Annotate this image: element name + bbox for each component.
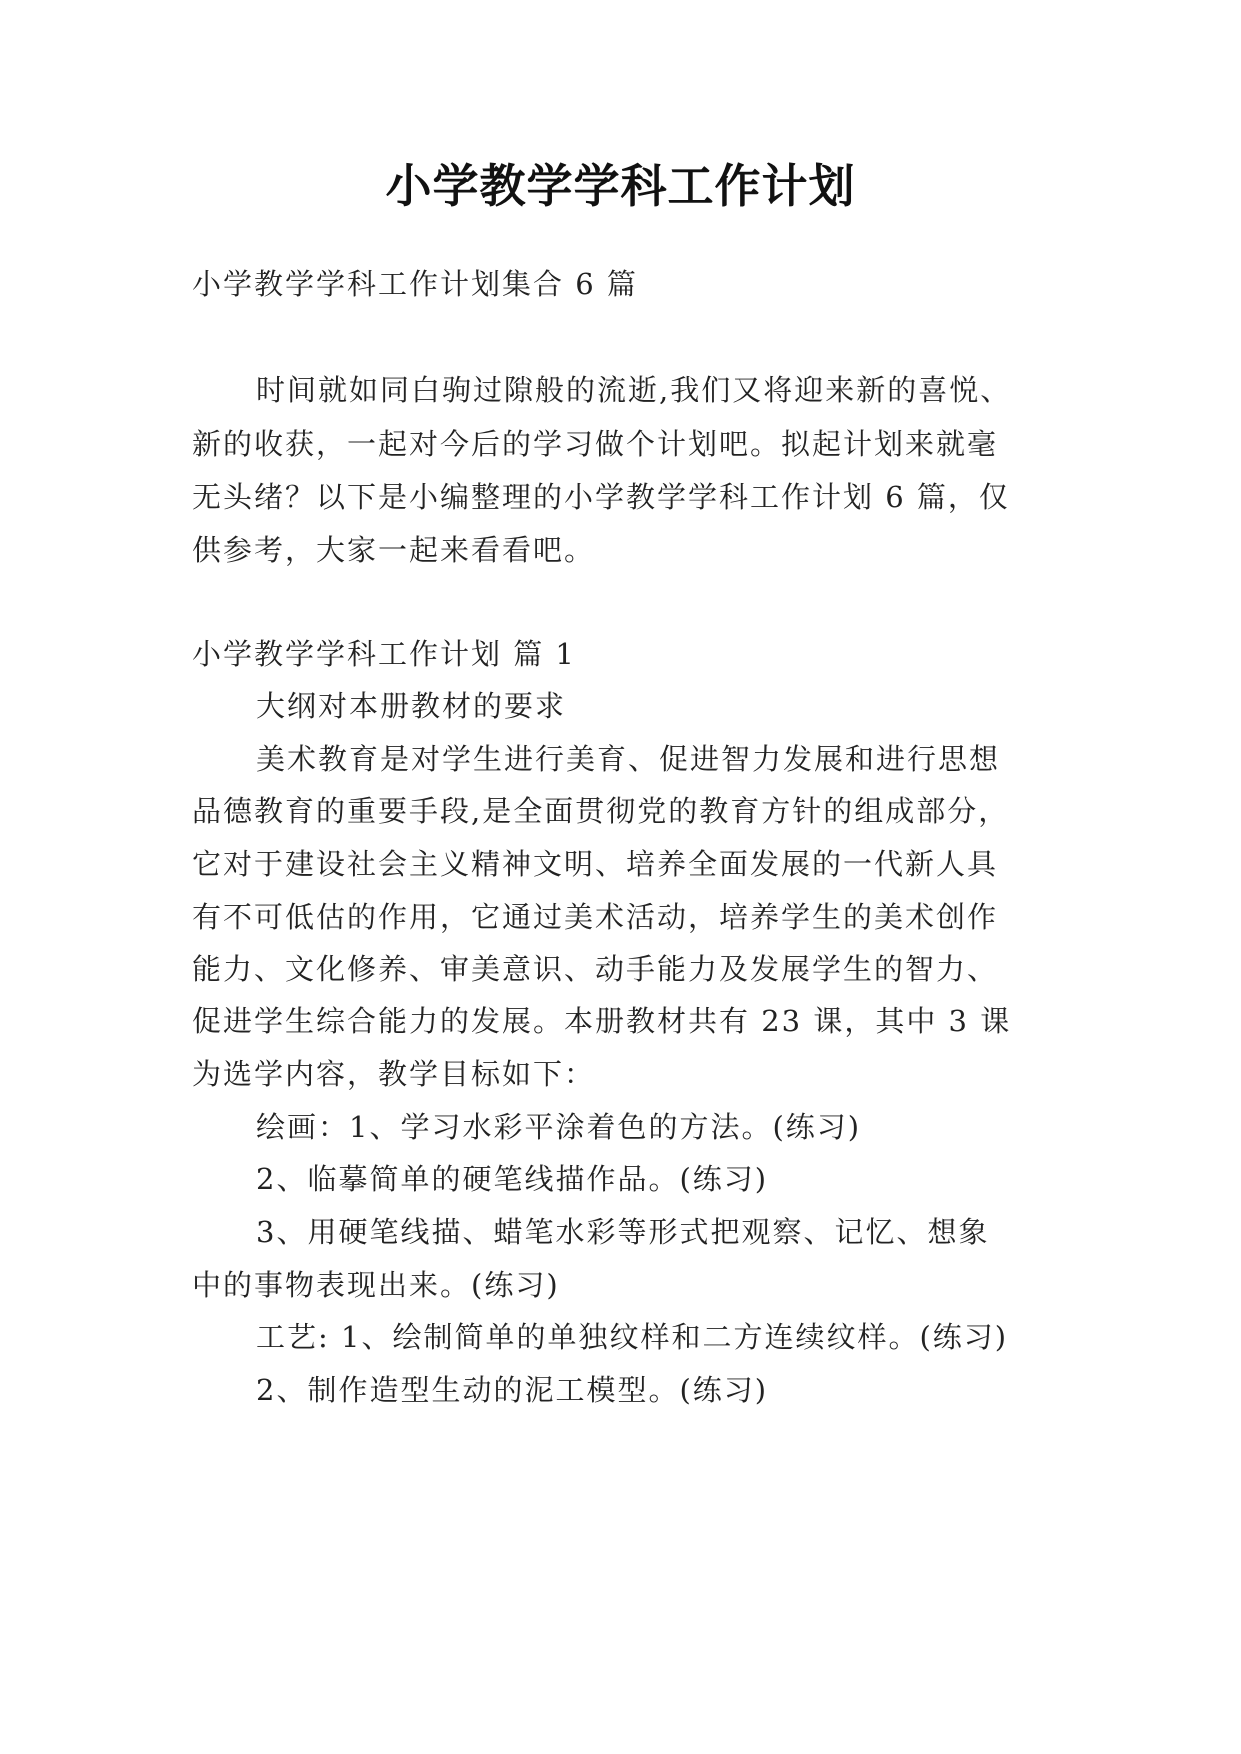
document-title: 小学教学学科工作计划 (385, 159, 856, 213)
intro-line: 供参考，大家一起来看看吧。 (192, 533, 596, 567)
section-heading: 小学教学学科工作计划 篇 1 (192, 637, 576, 671)
body-line: 美术教育是对学生进行美育、促进智力发展和进行思想 (256, 742, 1001, 776)
body-line: 3、用硬笔线描、蜡笔水彩等形式把观察、记忆、想象 (256, 1215, 990, 1249)
body-line: 它对于建设社会主义精神文明、培养全面发展的一代新人具 (192, 847, 999, 881)
body-line: 2、制作造型生动的泥工模型。(练习) (256, 1373, 769, 1407)
intro-line: 时间就如同白驹过隙般的流逝,我们又将迎来新的喜悦、 (256, 373, 1012, 407)
intro-line: 无头绪？以下是小编整理的小学教学学科工作计划 6 篇，仅 (192, 480, 1010, 514)
body-line: 品德教育的重要手段,是全面贯彻党的教育方针的组成部分， (192, 794, 1010, 828)
body-line: 绘画：1、学习水彩平涂着色的方法。(练习) (256, 1110, 862, 1144)
body-line: 促进学生综合能力的发展。本册教材共有 23 课，其中 3 课 (192, 1004, 1012, 1038)
intro-line: 新的收获，一起对今后的学习做个计划吧。拟起计划来就毫 (192, 427, 999, 461)
body-line: 中的事物表现出来。(练习) (192, 1268, 560, 1302)
body-line: 为选学内容，教学目标如下： (192, 1057, 596, 1091)
body-line: 能力、文化修养、审美意识、动手能力及发展学生的智力、 (192, 952, 999, 986)
section-subheading: 大纲对本册教材的要求 (256, 689, 567, 723)
body-line: 有不可低估的作用，它通过美术活动，培养学生的美术创作 (192, 900, 999, 934)
body-line: 2、临摹简单的硬笔线描作品。(练习) (256, 1162, 769, 1196)
body-line: 工艺: 1、绘制简单的单独纹样和二方连续纹样。(练习) (256, 1320, 1009, 1354)
document-subtitle: 小学教学学科工作计划集合 6 篇 (192, 267, 638, 301)
